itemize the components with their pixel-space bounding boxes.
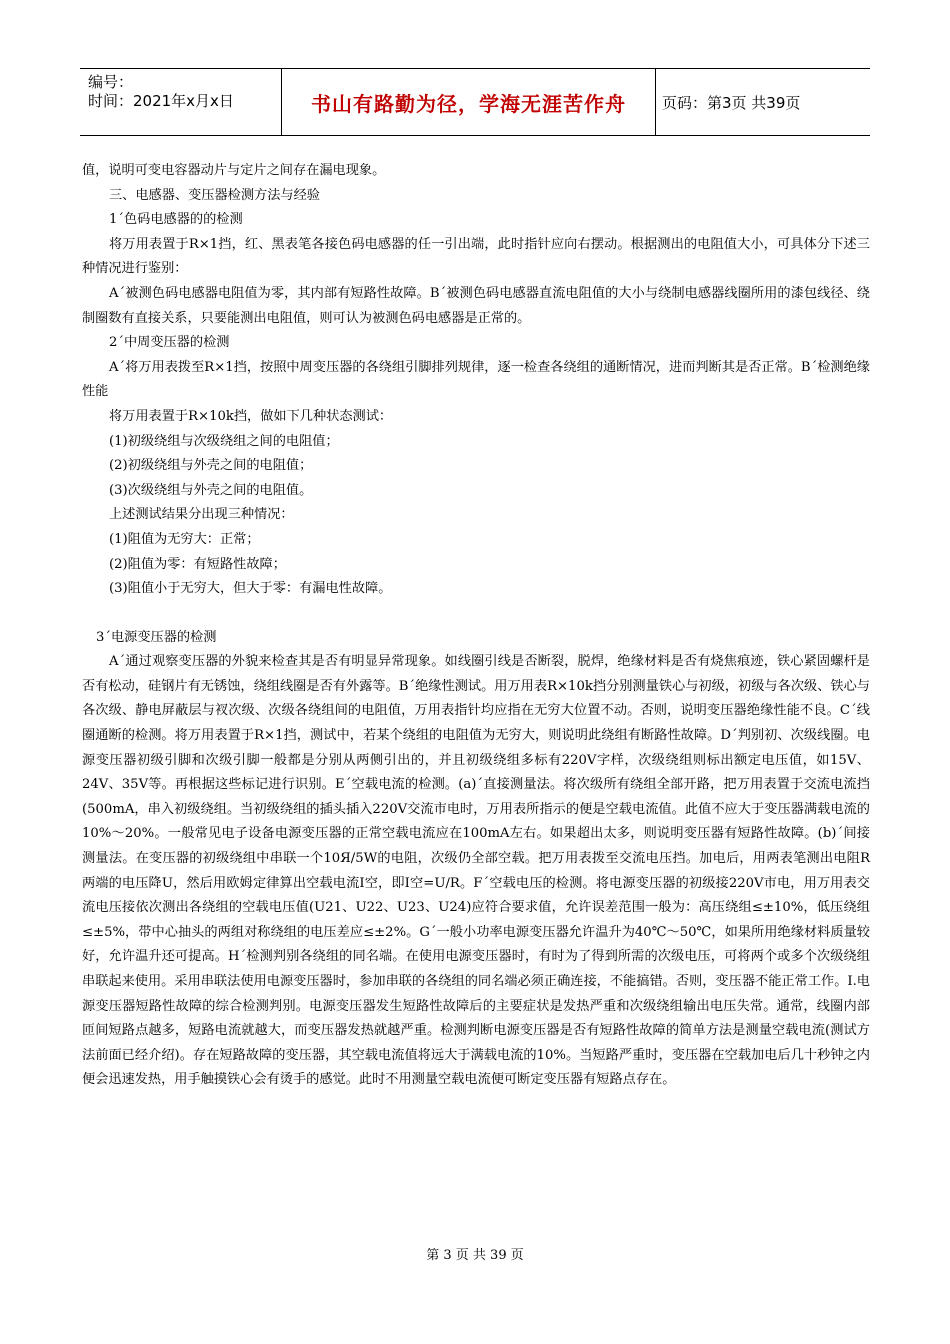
paragraph-gap (82, 602, 870, 626)
header-motto: 书山有路勤为径，学海无涯苦作舟 (311, 91, 626, 116)
list-item: (2)阻值为零：有短路性故障； (109, 556, 286, 572)
list-item: (1)初级绕组与次级绕组之间的电阻值； (109, 433, 339, 449)
document-number-label: 编号： (88, 73, 134, 91)
paragraph: 将万用表置于R×10k挡，做如下几种状态测试： (109, 408, 393, 424)
subsection-heading: 3ˊ电源变压器的检测 (96, 629, 217, 645)
paragraph: 上述测试结果分出现三种情况： (109, 507, 294, 523)
paragraph: Aˊ将万用表拨至R×1挡，按照中周变压器的各绕组引脚排列规律，逐一检查各绕组的通断情况，进而判断其是否正常。Bˊ检测绝缘性能 (82, 359, 870, 400)
paragraph: 将万用表置于R×1挡，红、黑表笔各接色码电感器的任一引出端，此时指针应向右摆动。根据测出的电阻值大小，可具体分下述三种情况进行鉴别： (82, 236, 870, 277)
header-motto-cell (282, 69, 656, 135)
header-page-info: 页码：第3页 共39页 (662, 93, 801, 112)
page-header (80, 68, 870, 136)
subsection-heading: 1ˊ色码电感器的的检测 (109, 212, 243, 228)
list-item: (3)次级绕组与外壳之间的电阻值。 (109, 482, 313, 498)
list-item: (3)阻值小于无穷大，但大于零：有漏电性故障。 (109, 581, 392, 597)
document-body (82, 159, 870, 1093)
list-item: (2)初级绕组与外壳之间的电阻值； (109, 458, 313, 474)
paragraph: 值，说明可变电容器动片与定片之间存在漏电现象。 (82, 163, 386, 178)
paragraph: Aˊ被测色码电感器电阻值为零，其内部有短路性故障。Bˊ被测色码电感器直流电阻值的大小与绕制电感器线圈所用的漆包线径、绕制圈数有直接关系，只要能测出电阻值，则可认为被测色码电感器是正常的。 (82, 285, 870, 326)
paragraph: Aˊ通过观察变压器的外貌来检查其是否有明显异常现象。如线圈引线是否断裂，脱焊，绝缘材料是否有烧焦痕迹，铁心紧固螺杆是否有松动，硅钢片有无锈蚀，绕组线圈是否有外露等。Bˊ绝缘性测试。用万用表R×10k挡分别测量铁心与初级，初级与各次级、铁心与各次级、静电屏蔽层与衩次级、次级各绕组间的电阻值，万用表指针均应指在无穷大位置不动。否则，说明变压器绝缘性能不良。Cˊ线圈通断的检测。将万用表置于R×1挡，测试中，若某个绕组的电阻值为无穷大，则说明此绕组有断路性故障。Dˊ判别初、次级线圈。电源变压器初级引脚和次级引脚一般都是分别从两侧引出的，并且初级绕组多标有220V字样，次级绕组则标出额定电压值，如15V、24V、35V等。再根据这些标记进行识别。Eˊ空载电流的检测。(a)ˊ直接测量法。将次级所有绕组全部开路，把万用表置于交流电流挡(500mA，串入初级绕组。当初级绕组的插头插入220V交流市电时，万用表所指示的便是空载电流值。此值不应大于变压器满载电流的10%～20%。一般常见电子设备电源变压器的正常空载电流应在100mA左右。如果超出太多，则说明变压器有短路性故障。(b)ˊ间接测量法。在变压器的初级绕组中串联一个10Я/5W的电阻，次级仍全部空载。把万用表拨至交流电压挡。加电后，用两表笔测出电阻R两端的电压降U，然后用欧姆定律算出空载电流I空，即I空=U/R。Fˊ空载电压的检测。将电源变压器的初级接220V市电，用万用表交流电压接依次测出各绕组的空载电压值(U21、U22、U23、U24)应符合要求值，允许误差范围一般为：高压绕组≤±10%，低压绕组≤±5%，带中心抽头的两组对称绕组的电压差应≤±2%。Gˊ一般小功率电源变压器允许温升为40℃～50℃，如果所用绝缘材料质量较好，允许温升还可提高。Hˊ检测判别各绕组的同名端。在使用电源变压器时，有时为了得到所需的次级电压，可将两个或多个次级绕组串联起来使用。采用串联法使用电源变压器时，参加串联的各绕组的同名端必须正确连接，不能搞错。否则，变压器不能正常工作。I.电源变压器短路性故障的综合检测判别。电源变压器发生短路性故障后的主要症状是发热严重和次级绕组输出电压失常。通常，线圈内部匝间短路点越多，短路电流就越大，而变压器发热就越严重。检测判断电源变压器是否有短路性故障的简单方法是测量空载电流(测试方法前面已经介绍)。存在短路故障的变压器，其空载电流值将远大于满载电流的10%。当短路严重时，变压器在空载加电后几十秒钟之内便会迅速发热，用手触摸铁心会有烫手的感觉。此时不用测量空载电流便可断定变压器有短路点存在。 (82, 654, 870, 1088)
subsection-heading: 2ˊ中周变压器的检测 (109, 335, 230, 351)
header-meta (80, 69, 282, 135)
document-time-label: 时间：2021年x月x日 (88, 92, 234, 110)
list-item: (1)阻值为无穷大：正常； (109, 531, 260, 547)
page-footer: 第 3 页 共 39 页 (426, 1248, 524, 1263)
section-heading: 三、电感器、变压器检测方法与经验 (109, 187, 320, 203)
